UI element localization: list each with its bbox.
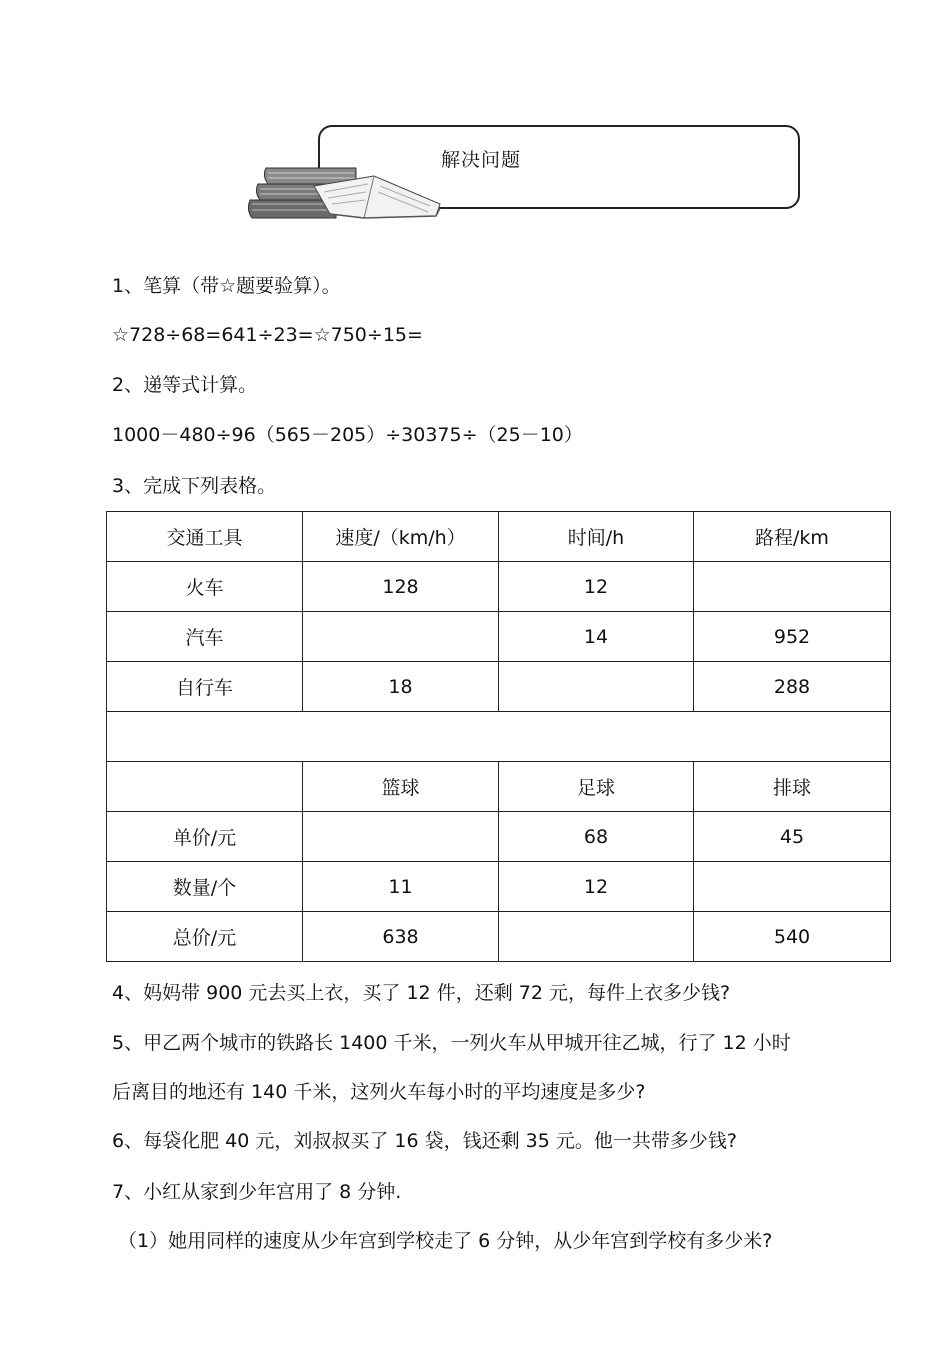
question-1-expressions: ☆728÷68=641÷23=☆750÷15=: [112, 324, 423, 346]
table-cell: [107, 762, 303, 812]
page-title: 解决问题: [441, 149, 522, 171]
table-cell: 288: [694, 662, 891, 712]
table-spacer-row: [107, 712, 891, 762]
table-header-row: [107, 512, 891, 562]
table-cell: 68: [499, 812, 694, 862]
question-2-expressions: 1000－480÷96（565－205）÷30375÷（25－10）: [112, 424, 583, 446]
table-cell: 128: [303, 562, 499, 612]
table-cell: 总价/元: [107, 912, 303, 962]
table-cell: [499, 662, 694, 712]
question-3-table: [106, 511, 891, 962]
question-7: 7、小红从家到少年宫用了 8 分钟.: [112, 1181, 402, 1203]
table-cell: 单价/元: [107, 812, 303, 862]
question-5-line-1: 5、甲乙两个城市的铁路长 1400 千米，一列火车从甲城开往乙城，行了 12 小时: [112, 1032, 791, 1054]
question-6: 6、每袋化肥 40 元，刘叔叔买了 16 袋，钱还剩 35 元。他一共带多少钱?: [112, 1130, 737, 1152]
table-cell: 火车: [107, 562, 303, 612]
table-cell: 足球: [499, 762, 694, 812]
table-cell: [303, 812, 499, 862]
table-row: [107, 662, 891, 712]
table-cell: 18: [303, 662, 499, 712]
table-cell: 952: [694, 612, 891, 662]
question-3-title: 3、完成下列表格。: [112, 475, 277, 497]
table-cell: 路程/km: [694, 512, 891, 562]
table-cell: 篮球: [303, 762, 499, 812]
table-spacer-cell: [107, 712, 891, 762]
table-cell: 12: [499, 562, 694, 612]
table-cell: 速度/（km/h）: [303, 512, 499, 562]
question-1-title: 1、笔算（带☆题要验算）。: [112, 275, 341, 297]
books-illustration: [244, 160, 444, 222]
table-cell: [694, 562, 891, 612]
table-row: [107, 812, 891, 862]
table-cell: 交通工具: [107, 512, 303, 562]
table-row: [107, 562, 891, 612]
table-row: [107, 612, 891, 662]
table-cell: [303, 612, 499, 662]
table-cell: 数量/个: [107, 862, 303, 912]
table-cell: 自行车: [107, 662, 303, 712]
table-cell: 12: [499, 862, 694, 912]
table-cell: 638: [303, 912, 499, 962]
table-header-row: [107, 762, 891, 812]
table-row: [107, 912, 891, 962]
question-5-line-2: 后离目的地还有 140 千米，这列火车每小时的平均速度是多少?: [112, 1081, 646, 1103]
table-cell: 排球: [694, 762, 891, 812]
table-cell: [694, 862, 891, 912]
table-cell: 540: [694, 912, 891, 962]
table-cell: [499, 912, 694, 962]
question-7-sub-1: （1）她用同样的速度从少年宫到学校走了 6 分钟，从少年宫到学校有多少米?: [118, 1230, 773, 1252]
question-2-title: 2、递等式计算。: [112, 374, 258, 396]
table-cell: 11: [303, 862, 499, 912]
question-4: 4、妈妈带 900 元去买上衣，买了 12 件，还剩 72 元，每件上衣多少钱?: [112, 982, 731, 1004]
table-row: [107, 862, 891, 912]
table-cell: 14: [499, 612, 694, 662]
table-cell: 45: [694, 812, 891, 862]
table-cell: 时间/h: [499, 512, 694, 562]
table-cell: 汽车: [107, 612, 303, 662]
